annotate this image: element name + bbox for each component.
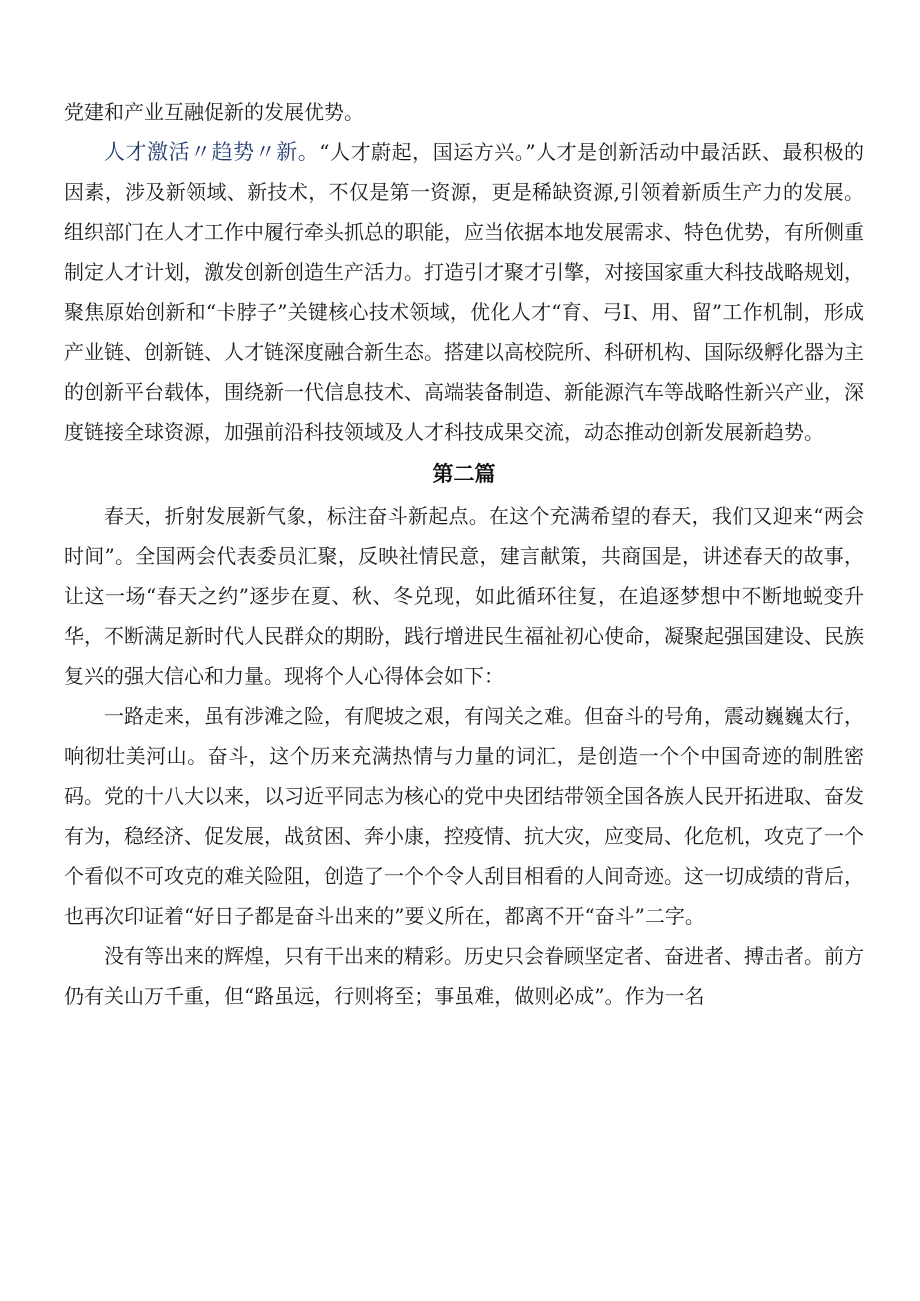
- paragraph-struggle: 一路走来，虽有涉滩之险，有爬坡之艰，有闯关之难。但奋斗的号角，震动巍巍太行，响彻壮美河山。奋斗，这个历来充满热情与力量的词汇，是创造一个个中国奇迹的制胜密码。党的十八大以来，以习近平同志为核心的党中央团结带领全国各族人民开拓进取、奋发有为，稳经济、促发展，战贫困、奔小康，控疫情、抗大灾，应变局、化危机，攻克了一个个看似不可攻克的难关险阻，创造了一个个令人刮目相看的人间奇迹。这一切成绩的背后，也再次印证着“好日子都是奋斗出来的”要义所在，都离不开“奋斗”二字。: [64, 704, 864, 928]
- paragraph-talent: [64, 132, 864, 452]
- paragraph-continuation: 党建和产业互融促新的发展优势。: [64, 100, 364, 124]
- paragraph-spring: 春天，折射发展新气象，标注奋斗新起点。在这个充满希望的春天，我们又迎来“两会时间”。全国两会代表委员汇聚，反映社情民意，建言献策，共商国是，讲述春天的故事，让这一场“春天之约”逐步在夏、秋、冬兑现，如此循环往复，在追逐梦想中不断地蜕变升华，不断满足新时代人民群众的期盼，践行增进民生福祉初心使命，凝聚起强国建设、民族复兴的强大信心和力量。现将个人心得体会如下：: [64, 504, 864, 688]
- section-title: 第二篇: [432, 462, 496, 486]
- paragraph-body: “人才蔚起，国运方兴。”人才是创新活动中最活跃、最积极的因素，涉及新领域、新技术，不仅是第一资源，更是稀缺资源,引领着新质生产力的发展。组织部门在人才工作中履行牵头抓总的职能，应当依据本地发展需求、特色优势，有所侧重制定人才计划，激发创新创造生产活力。打造引才聚才引擎，对接国家重大科技战略规划，聚焦原始创新和“卡脖子”关键核心技术领域，优化人才“育、弓I、用、留”工作机制，形成产业链、创新链、人才链深度融合新生态。搭建以高校院所、科研机构、国际级孵化器为主的创新平台载体，围绕新一代信息技术、高端装备制造、新能源汽车等战略性新兴产业，深度链接全球资源，加强前沿科技领域及人才科技成果交流，动态推动创新发展新趋势。: [64, 140, 865, 444]
- paragraph-glory: 没有等出来的辉煌，只有干出来的精彩。历史只会眷顾坚定者、奋进者、搏击者。前方仍有关山万千重，但“路虽远，行则将至；事虽难，做则必成”。作为一名: [64, 944, 864, 1008]
- paragraph-lead-heading: 人才激活〃趋势〃新。: [104, 140, 320, 164]
